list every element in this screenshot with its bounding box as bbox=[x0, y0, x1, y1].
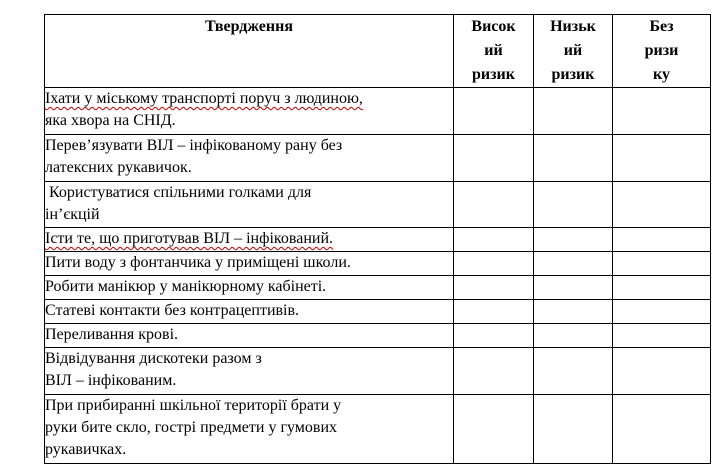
high-risk-cell[interactable] bbox=[454, 395, 534, 464]
statement-cell bbox=[45, 348, 454, 395]
statement-line: Іхати у міському транспорті поруч з людиною, bbox=[45, 90, 363, 107]
header-no-risk-line-1: Без bbox=[649, 18, 674, 35]
table-row bbox=[45, 135, 711, 182]
no-risk-cell[interactable] bbox=[613, 395, 711, 464]
header-no-risk-line-3: ку bbox=[653, 66, 670, 83]
statement-line: яка хвора на СНІД. bbox=[45, 112, 176, 129]
statement-line: Пити воду з фонтанчика у приміщені школи. bbox=[45, 254, 351, 271]
statement-line: Істи те, що приготував ВІЛ – інфікований. bbox=[45, 230, 334, 247]
statement-line: Користуватися спільними голками для bbox=[49, 184, 312, 201]
statement-cell bbox=[45, 300, 454, 324]
high-risk-cell[interactable] bbox=[454, 88, 534, 135]
high-risk-cell[interactable] bbox=[454, 300, 534, 324]
high-risk-cell[interactable] bbox=[454, 182, 534, 228]
statement-line: Переливання крові. bbox=[45, 326, 179, 343]
table-row bbox=[45, 300, 711, 324]
high-risk-cell[interactable] bbox=[454, 228, 534, 252]
header-low-risk bbox=[534, 15, 613, 88]
high-risk-cell[interactable] bbox=[454, 135, 534, 182]
high-risk-cell[interactable] bbox=[454, 252, 534, 276]
header-high-risk-line-2: ий bbox=[484, 42, 503, 59]
statement-line: руки бите скло, гострі предмети у гумових bbox=[45, 419, 338, 436]
statement-cell bbox=[45, 88, 454, 135]
header-statement bbox=[45, 15, 454, 88]
statement-cell bbox=[45, 324, 454, 348]
statement-cell bbox=[45, 395, 454, 464]
header-low-risk-line-2: ий bbox=[563, 42, 583, 59]
low-risk-cell[interactable] bbox=[534, 324, 613, 348]
header-statement-label: Твердження bbox=[205, 18, 293, 35]
statement-line: Статеві контакти без контрацептивів. bbox=[45, 302, 300, 319]
statement-cell bbox=[45, 135, 454, 182]
no-risk-cell[interactable] bbox=[613, 324, 711, 348]
statement-cell bbox=[45, 276, 454, 300]
high-risk-cell[interactable] bbox=[454, 348, 534, 395]
header-low-risk-line-3: ризик bbox=[551, 66, 595, 83]
table-row bbox=[45, 324, 711, 348]
low-risk-cell[interactable] bbox=[534, 88, 613, 135]
low-risk-cell[interactable] bbox=[534, 348, 613, 395]
no-risk-cell[interactable] bbox=[613, 348, 711, 395]
statement-line: ін’єкцій bbox=[45, 206, 100, 223]
statement-cell bbox=[45, 228, 454, 252]
low-risk-cell[interactable] bbox=[534, 300, 613, 324]
no-risk-cell[interactable] bbox=[613, 300, 711, 324]
table-row bbox=[45, 228, 711, 252]
header-row bbox=[45, 15, 711, 88]
high-risk-cell[interactable] bbox=[454, 276, 534, 300]
header-no-risk-line-2: ризи bbox=[644, 42, 679, 59]
statement-line: Перев’язувати ВІЛ – інфікованому рану без bbox=[45, 137, 343, 154]
table-row bbox=[45, 88, 711, 135]
low-risk-cell[interactable] bbox=[534, 182, 613, 228]
no-risk-cell[interactable] bbox=[613, 228, 711, 252]
header-no-risk bbox=[613, 15, 711, 88]
no-risk-cell[interactable] bbox=[613, 135, 711, 182]
statement-line: Відвідування дискотеки разом з bbox=[45, 350, 262, 367]
table-row bbox=[45, 276, 711, 300]
header-high-risk-line-3: ризик bbox=[472, 66, 515, 83]
statement-cell bbox=[45, 182, 454, 228]
statement-line: Робити манікюр у манікюрному кабінеті. bbox=[45, 278, 327, 295]
statement-line: При прибиранні шкільної території брати у bbox=[45, 397, 342, 414]
no-risk-cell[interactable] bbox=[613, 182, 711, 228]
no-risk-cell[interactable] bbox=[613, 252, 711, 276]
table-row bbox=[45, 252, 711, 276]
header-high-risk-line-1: Висок bbox=[471, 18, 516, 35]
risk-assessment-table bbox=[44, 14, 711, 464]
high-risk-cell[interactable] bbox=[454, 324, 534, 348]
low-risk-cell[interactable] bbox=[534, 276, 613, 300]
no-risk-cell[interactable] bbox=[613, 276, 711, 300]
statement-line: рукавичках. bbox=[45, 441, 127, 458]
statement-line: ВІЛ – інфікованим. bbox=[45, 372, 177, 389]
low-risk-cell[interactable] bbox=[534, 252, 613, 276]
table-row bbox=[45, 182, 711, 228]
low-risk-cell[interactable] bbox=[534, 135, 613, 182]
header-low-risk-line-1: Низьк bbox=[550, 18, 596, 35]
no-risk-cell[interactable] bbox=[613, 88, 711, 135]
statement-line: латексних рукавичок. bbox=[45, 159, 192, 176]
table-row bbox=[45, 348, 711, 395]
low-risk-cell[interactable] bbox=[534, 228, 613, 252]
statement-cell bbox=[45, 252, 454, 276]
low-risk-cell[interactable] bbox=[534, 395, 613, 464]
table-row bbox=[45, 395, 711, 464]
header-high-risk bbox=[454, 15, 534, 88]
